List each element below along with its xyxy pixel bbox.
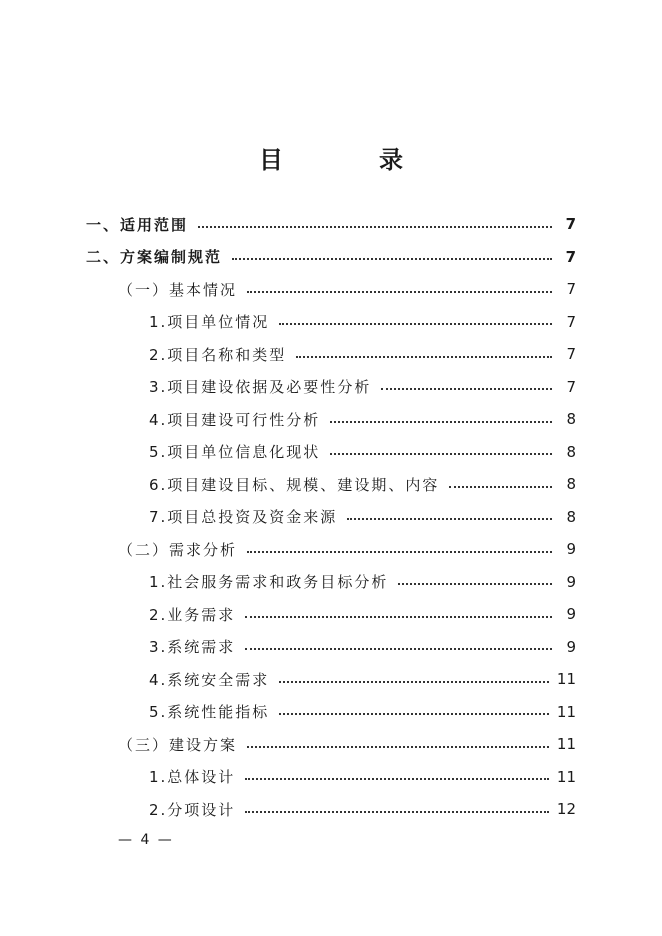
toc-entry-page: 7 <box>565 215 576 233</box>
toc-entry-label: 1.社会服务需求和政务目标分析 <box>149 573 389 591</box>
toc-entry-label: 一、适用范围 <box>86 215 189 234</box>
dot-leader <box>398 582 552 585</box>
dot-leader <box>330 452 552 455</box>
toc-entry[interactable] <box>118 533 576 565</box>
toc-entry-page: 11 <box>556 670 576 688</box>
toc-entry[interactable] <box>149 338 576 370</box>
toc-entry[interactable] <box>149 696 576 728</box>
dot-leader <box>198 225 552 228</box>
toc-entry[interactable] <box>149 631 576 663</box>
toc-entry[interactable] <box>118 273 576 305</box>
toc-entry-page: 11 <box>556 702 576 721</box>
toc-entry-label: 7.项目总投资及资金来源 <box>149 508 338 526</box>
toc-entry-label: 6.项目建设目标、规模、建设期、内容 <box>149 475 440 494</box>
toc-entry-label: 1.总体设计 <box>149 768 236 786</box>
toc-entry[interactable] <box>149 566 576 598</box>
toc-entry[interactable] <box>149 501 576 533</box>
toc-entry-label: （三）建设方案 <box>118 735 238 754</box>
toc-entry-page: 8 <box>566 442 576 461</box>
toc-entry-page: 11 <box>556 735 576 753</box>
dot-leader <box>232 257 552 260</box>
toc-entry-page: 7 <box>565 247 576 266</box>
toc-entry[interactable] <box>86 241 576 273</box>
dot-leader <box>245 647 552 650</box>
toc-entry-label: （一）基本情况 <box>118 280 238 299</box>
toc-entry-page: 8 <box>566 410 576 428</box>
dot-leader <box>279 712 549 715</box>
dot-leader <box>247 745 549 748</box>
dot-leader <box>245 615 552 618</box>
dot-leader <box>245 810 549 813</box>
toc-entry-page: 7 <box>566 345 576 363</box>
dot-leader <box>449 485 552 488</box>
toc-entry-label: （二）需求分析 <box>118 540 238 559</box>
dot-leader <box>296 355 552 358</box>
toc-entry-label: 3.项目建设依据及必要性分析 <box>149 378 372 396</box>
page-number: — 4 — <box>118 832 174 848</box>
toc-entry-page: 7 <box>566 312 576 331</box>
dot-leader <box>247 290 552 293</box>
toc-entry-label: 5.项目单位信息化现状 <box>149 443 321 461</box>
dot-leader <box>381 387 552 390</box>
toc-entry-page: 8 <box>566 507 576 526</box>
toc-entry-page: 9 <box>566 605 576 623</box>
dot-leader <box>347 517 552 520</box>
toc-entry-page: 9 <box>566 572 576 591</box>
toc-entry-page: 12 <box>556 800 576 818</box>
toc-entry-page: 9 <box>566 540 576 558</box>
toc-entry[interactable] <box>149 761 576 793</box>
toc-entry-label: 二、方案编制规范 <box>86 248 223 266</box>
toc-entry[interactable] <box>118 728 576 760</box>
toc-entry[interactable] <box>149 663 576 695</box>
toc-entry-label: 5.系统性能指标 <box>149 703 270 721</box>
dot-leader <box>247 550 552 553</box>
toc-entry[interactable] <box>149 468 576 500</box>
page-title: 目 录 <box>259 146 439 174</box>
toc-entry[interactable] <box>149 403 576 435</box>
dot-leader <box>279 680 549 683</box>
toc-entry-page: 7 <box>566 280 576 298</box>
toc-entry-label: 2.项目名称和类型 <box>149 345 287 364</box>
toc-entry-label: 2.业务需求 <box>149 605 236 624</box>
dot-leader <box>330 420 552 423</box>
toc-entry-page: 9 <box>566 637 576 656</box>
toc-entry[interactable] <box>149 793 576 825</box>
toc-entry[interactable] <box>149 436 576 468</box>
toc-entry-label: 3.系统需求 <box>149 638 236 656</box>
toc-entry-label: 2.分项设计 <box>149 800 236 819</box>
toc-entry[interactable] <box>149 306 576 338</box>
dot-leader <box>245 777 549 780</box>
toc-entry-label: 4.系统安全需求 <box>149 670 270 689</box>
toc-entry-label: 4.项目建设可行性分析 <box>149 410 321 429</box>
toc-entry[interactable] <box>149 371 576 403</box>
dot-leader <box>279 322 552 325</box>
toc-entry[interactable] <box>86 208 576 240</box>
toc-entry-page: 7 <box>566 377 576 396</box>
toc-entry[interactable] <box>149 598 576 630</box>
toc-entry-page: 11 <box>556 767 576 786</box>
toc-entry-page: 8 <box>566 475 576 493</box>
toc-entry-label: 1.项目单位情况 <box>149 313 270 331</box>
